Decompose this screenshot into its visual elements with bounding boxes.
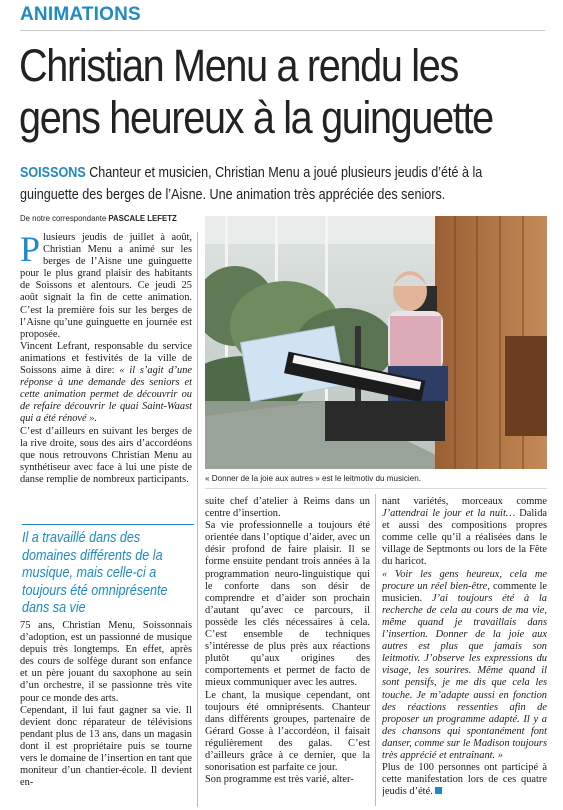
paragraph: Son programme est très varié, alter- [205,774,354,786]
article-column-1-continued [20,620,192,810]
column-divider [375,494,376,806]
caption-divider [205,488,547,489]
article-column-1 [20,232,192,522]
paragraph: suite chef d’atelier à Reims dans un centre d’insertion. [205,496,370,520]
byline [20,214,177,223]
article-column-3 [382,496,547,810]
section-rubric: ANIMATIONS [20,4,141,25]
standfirst-text: Chanteur et musicien, Christian Menu a joué plusieurs jeudis d’été à la guinguette des berges de l’Aisne. Une animation très appréciée des seniors. [20,165,483,203]
paragraph-text: Vincent Lefrant, responsable du service animations et festivités de la ville de Soissons aime à dire: [20,340,192,377]
musician-photo-illustration [205,216,547,469]
paragraph: Sa vie professionnelle a toujours été orientée dans l’optique d’aider, avec un désir profond de faire plaisir. Il se forme ensuite pendant trois années à la programmation neuro-linguistique qui le conforte dans son désir de comprendre et d’aider son prochain d’autant qu’avec ce parcours, il possède les clés nécessaires à cela. C’est ensemble de techniques s’intéresse de plus près aux réactions plutôt qu’aux origines des comportements et permet de facto de mieux communiquer avec les autres. [205,520,370,689]
headline [19,40,493,144]
headline-line-2: gens heureux à la guinguette [19,92,493,143]
dropcap: P [20,232,41,269]
column-divider [197,232,198,807]
paragraph-text: nant variétés, morceaux comme [382,496,547,507]
paragraph: 75 ans, Christian Menu, Soissonnais d’adoption, est un passionné de musique depuis très longtemps. En effet, après des cours de solfège durant son enfance et un père jouant du saxophone au sein d’un orchestre, il se passionne très vite pour ce monde des arts. [20,620,192,704]
paragraph: Cependant, il lui faut gagner sa vie. Il devient donc réparateur de télévisions pendant plus de 13 ans, dans un magasin dont il est propriétaire puis se tourne vers le domaine de l’insertion en tant que moniteur d’un chantier-école. Il devient en- [20,704,192,789]
headline-line-1: Christian Menu a rendu les [19,40,458,91]
paragraph: C’est d’ailleurs en suivant les berges de la rive droite, sous des airs d’accordéons que nous retrouvons Christian Menu au synthétiseur avec face à lui une piste de danse remplie de nombreux participants. [20,425,192,485]
quote-text: « il s’agit d’une réponse à une demande des seniors et cette animation permet de découvrir ou de refaire découvrir le quai Saint-Waast qui a été rénové ». [20,365,192,425]
quote-text: « Voir les gens heureux, cela me procure un réel bien-être, [382,568,547,592]
end-mark [435,787,442,794]
standfirst-city: SOISSONS [20,165,86,181]
paragraph [382,569,547,763]
paragraph-text: Plus de 100 personnes ont participé à cette manifestation lors de ces quatre jeudis d’été. [382,762,547,798]
paragraph [20,341,192,426]
pullquote-box [22,524,194,618]
paragraph [382,496,547,569]
article-photo [205,216,547,469]
photo-caption: « Donner de la joie aux autres » est le leitmotiv du musicien. [205,474,421,483]
article-column-2 [205,496,370,810]
paragraph [382,762,547,798]
byline-author: PASCALE LEFETZ [108,214,177,223]
paragraph: Le chant, la musique cependant, ont toujours été omniprésents. Chanteur dans différents groupes, partenaire de Gérard Gosse à l’accordéon, il faisait régulièrement des galas. C’est d’ailleurs grâce à ce dernier, que la sonorisation est parfaite ce jour. [205,689,370,774]
paragraph: lusieurs jeudis de juillet à août, Christian Menu a animé sur les berges de l’Aisne une guinguette pour le plus grand plaisir des habitants de Soissons et alentours. Ce jeudi 25 août signait la fin de cette animation. C’est la première fois sur les berges de l’Aisne qu’une guinguette en journée est proposée. [20,232,192,340]
byline-prefix: De notre correspondante [20,214,109,223]
paragraph-text: commente le musicien. [382,580,547,604]
paragraph-text: Dalida et aussi des compositions propres comme celle qu’il a réalisées dans le village de Septmonts ou lors de la Fête du haricot. [382,508,547,568]
quote-text: J’ai toujours été à la recherche de cela au cours de ma vie, même quand je travaillais dans l’insertion. Donner de la joie aux autres est plus que jamais son leitmotiv. J’observe les expressions du visage, les sourires. Même quand il sont pensifs, je me dis que cela les touche. Je m’adapte aussi en fonction des réactions ressenties afin de proposer un programme adapté. Il y a des chansons qui spontanément font danser, comme sur le Madison toujours très apprécié et entraînant. » [382,592,547,761]
pullquote: Il a travaillé dans des domaines différents de la musique, mais celle-ci a toujours été omniprésente dans sa vie [22,530,168,617]
rubric-divider [20,30,545,31]
song-title: J’attendrai le jour et la nuit… [382,508,516,520]
standfirst [20,162,539,206]
